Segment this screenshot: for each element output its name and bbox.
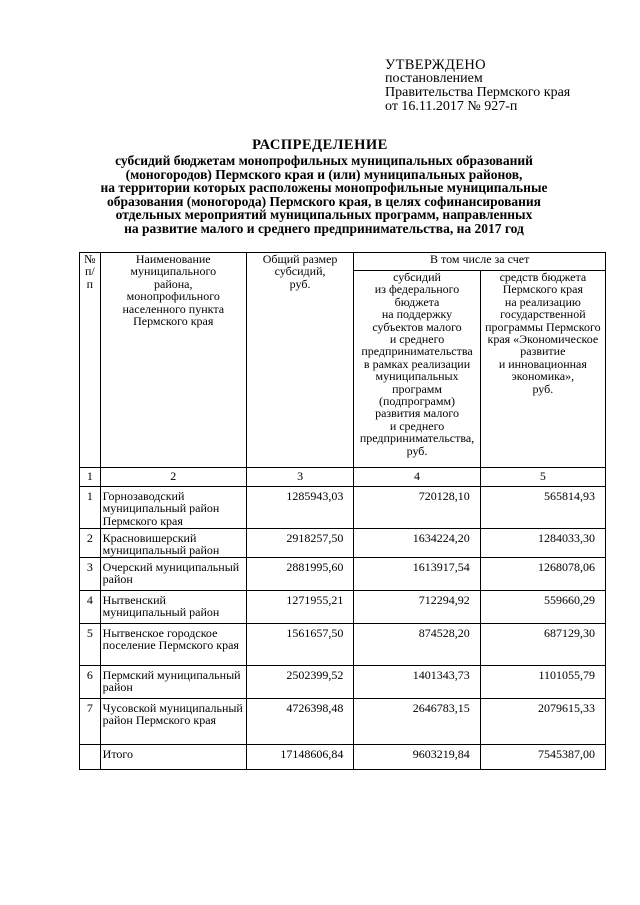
subtitle-line: отдельных мероприятий муниципальных программ, направленных (115, 207, 533, 223)
total-label: Итого (100, 744, 246, 769)
row-total: 2918257,50 (246, 529, 353, 558)
table-row (80, 698, 606, 744)
approval-stamp (385, 58, 570, 114)
column-number: 2 (100, 468, 246, 487)
row-name: Горнозаводский муниципальный район Пермского края (100, 487, 246, 529)
distribution-table (79, 252, 606, 770)
subtitle-line: (моногородов) Пермского края и (или) муниципальных районов, (125, 166, 523, 182)
table-row (80, 487, 606, 529)
total-no (80, 744, 101, 769)
table-row (80, 623, 606, 665)
document-subtitle (60, 154, 588, 236)
row-regional: 687129,30 (480, 623, 605, 665)
row-no: 1 (80, 487, 101, 529)
row-no: 7 (80, 698, 101, 744)
row-no: 3 (80, 557, 101, 590)
column-number: 4 (354, 468, 480, 487)
total-regional: 7545387,00 (480, 744, 605, 769)
row-name: Чусовской муниципальный район Пермского края (100, 698, 246, 744)
total-sum: 17148606,84 (246, 744, 353, 769)
row-federal: 1613917,54 (354, 557, 480, 590)
row-federal: 720128,10 (354, 487, 480, 529)
header-regional: средств бюджета Пермского края на реализацию государственной программы Пермского края «Экономическое развитие и инновационная экономика», руб. (480, 271, 605, 468)
row-regional: 1284033,30 (480, 529, 605, 558)
approval-line: постановлением (385, 71, 483, 86)
table-row (80, 665, 606, 698)
row-total: 1561657,50 (246, 623, 353, 665)
header-including: В том числе за счет (354, 253, 606, 271)
row-total: 1271955,21 (246, 590, 353, 623)
row-total: 4726398,48 (246, 698, 353, 744)
row-name: Нытвенский муниципальный район (100, 590, 246, 623)
row-no: 6 (80, 665, 101, 698)
row-regional: 559660,29 (480, 590, 605, 623)
subtitle-line: субсидий бюджетам монопрофильных муниципальных образований (115, 153, 533, 168)
approval-heading: УТВЕРЖДЕНО (385, 57, 486, 73)
table-row (80, 529, 606, 558)
row-regional: 2079615,33 (480, 698, 605, 744)
row-no: 5 (80, 623, 101, 665)
column-number-row (80, 468, 606, 487)
column-number: 3 (246, 468, 353, 487)
row-regional: 1101055,79 (480, 665, 605, 698)
table-row (80, 590, 606, 623)
table-row (80, 557, 606, 590)
approval-line: Правительства Пермского края (385, 85, 571, 100)
row-name: Нытвенское городское поселение Пермского края (100, 623, 246, 665)
row-no: 2 (80, 529, 101, 558)
row-name: Пермский муниципальный район (100, 665, 246, 698)
row-federal: 2646783,15 (354, 698, 480, 744)
header-no: № п/п (80, 253, 101, 468)
subtitle-line: на развитие малого и среднего предпринимательства, на 2017 год (124, 220, 524, 236)
row-name: Красновишерский муниципальный район (100, 529, 246, 558)
row-regional: 565814,93 (480, 487, 605, 529)
subtitle-line: образования (моногорода) Пермского края, в целях софинансирования (107, 193, 541, 209)
row-federal: 874528,20 (354, 623, 480, 665)
header-total: Общий размер субсидий, руб. (246, 253, 353, 468)
row-federal: 712294,92 (354, 590, 480, 623)
row-federal: 1401343,73 (354, 665, 480, 698)
header-name: Наименование муниципального района, монопрофильного населенного пункта Пермского края (100, 253, 246, 468)
subtitle-line: на территории которых расположены монопрофильные муниципальные (100, 180, 548, 196)
row-federal: 1634224,20 (354, 529, 480, 558)
column-number: 1 (80, 468, 101, 487)
row-total: 2502399,52 (246, 665, 353, 698)
total-row (80, 744, 606, 769)
total-federal: 9603219,84 (354, 744, 480, 769)
row-total: 2881995,60 (246, 557, 353, 590)
row-name: Очерский муниципальный район (100, 557, 246, 590)
row-no: 4 (80, 590, 101, 623)
document-title: РАСПРЕДЕЛЕНИЕ (252, 137, 388, 153)
column-number: 5 (480, 468, 605, 487)
header-federal: субсидий из федерального бюджета на поддержку субъектов малого и среднего предпринимательства в рамках реализации муниципальных программ (подпрограмм) развития малого и среднего предпринимательства, руб. (354, 271, 480, 468)
row-regional: 1268078,06 (480, 557, 605, 590)
row-total: 1285943,03 (246, 487, 353, 529)
approval-date: от 16.11.2017 № 927-п (385, 99, 518, 114)
